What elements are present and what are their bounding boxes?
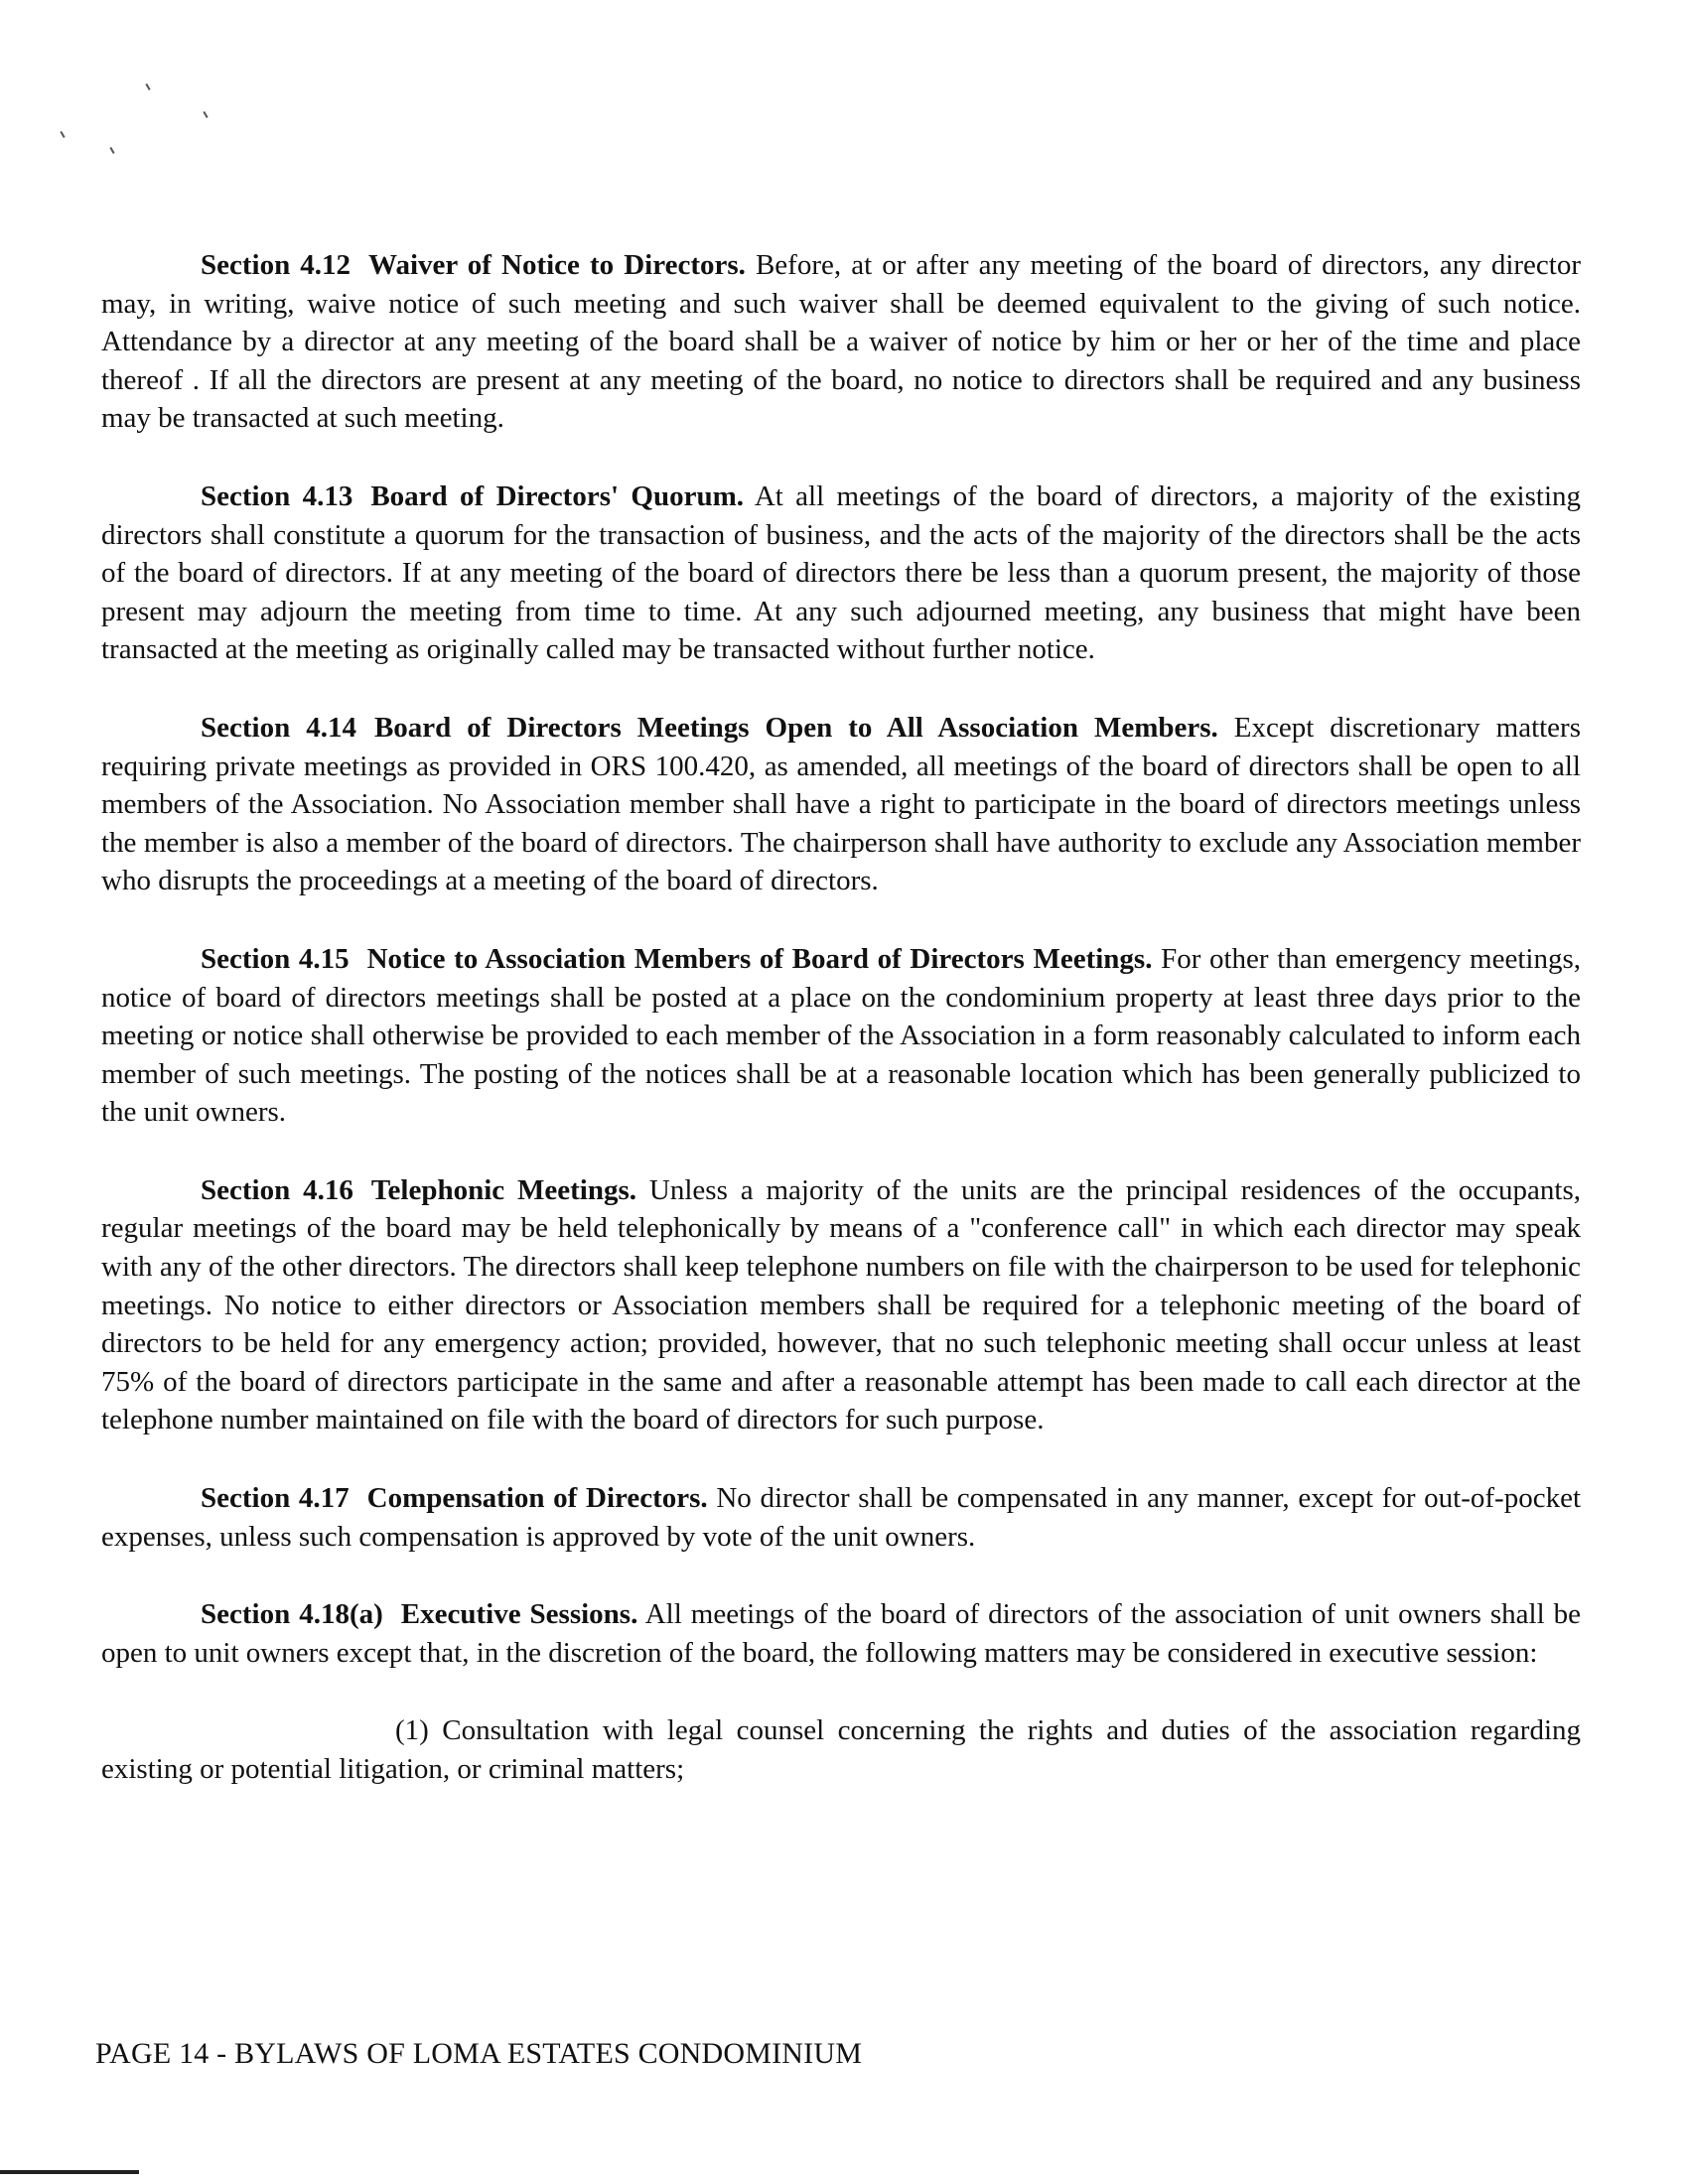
section-title: Board of Directors Meetings Open to All Association Members. [373,711,1218,744]
scan-speck [145,83,150,90]
scan-speck [109,147,114,154]
section-title: Notice to Association Members of Board of Directors Meetings. [366,942,1153,975]
section-body: At all meetings of the board of directors, a majority of the existing directors shall constitute a quorum for the transaction of business, and the acts of the majority of the directors shall be the acts of the board of directors. If at any meeting of the board of directors there be less than a quorum present, the majority of those present may adjourn the meeting from time to time. At any such adjourned meeting, any business that might have been transacted at the meeting as originally called may be transacted without further notice. [101,479,1581,666]
scan-speck [60,131,65,138]
section-body: Unless a majority of the units are the principal residences of the occupants, regular meetings of the board may be held telephonically by means of a "conference call" in which each director may speak with any of the other directors. The directors shall keep telephone numbers on file with the chairperson to be used for telephonic meetings. No notice to either directors or Association members shall be required for a telephonic meeting of the board of directors to be held for any emergency action; provided, however, that no such telephonic meeting shall occur unless at least 75% of the board of directors participate in the same and after a reasonable attempt has been made to call each director at the telephone number maintained on file with the board of directors for such purpose. [101,1173,1582,1436]
section-4-14 [101,709,1581,900]
section-4-12 [101,246,1581,438]
section-title: Compensation of Directors. [366,1482,708,1515]
section-number: Section 4.18(a) [201,1598,383,1631]
page-footer: PAGE 14 - BYLAWS OF LOMA ESTATES CONDOMINIUM [95,2037,863,2070]
section-number: Section 4.16 [201,1173,353,1206]
scan-edge-mark [0,2170,139,2174]
document-body [101,246,1581,1789]
section-4-16 [101,1171,1581,1439]
subitem-1: (1) Consultation with legal counsel concerning the rights and duties of the association regarding existing or potential litigation, or criminal matters; [101,1714,1581,1785]
section-title: Waiver of Notice to Directors. [368,249,746,281]
section-number: Section 4.13 [201,479,353,512]
section-title: Telephonic Meetings. [370,1173,637,1206]
section-number: Section 4.17 [201,1482,350,1515]
section-4-13 [101,478,1581,669]
section-title: Executive Sessions. [400,1598,638,1631]
section-4-17 [101,1479,1581,1556]
section-number: Section 4.12 [201,249,352,281]
scan-speck [203,111,208,118]
section-body: Before, at or after any meeting of the board of directors, any director may, in writing, waive notice of such meeting and such waiver shall be deemed equivalent to the giving of such notice. Attendance by a director at any meeting of the board shall be a waiver of notice by him or her or her of the time and place thereof . If all the directors are present at any meeting of the board, no notice to directors shall be required and any business may be transacted at such meeting. [101,249,1582,435]
section-body: Except discretionary matters requiring private meetings as provided in ORS 100.420, as amended, all meetings of the board of directors shall be open to all members of the Association. No Association member shall have a right to participate in the board of directors meetings unless the member is also a member of the board of directors. The chairperson shall have authority to exclude any Association member who disrupts the proceedings at a meeting of the board of directors. [101,711,1581,897]
section-number: Section 4.15 [201,942,350,975]
section-body: All meetings of the board of directors of the association of unit owners shall be open to unit owners except that, in the discretion of the board, the following matters may be considered in executive session: [101,1598,1582,1669]
section-title: Board of Directors' Quorum. [370,479,745,512]
section-number: Section 4.14 [201,711,356,744]
section-body: No director shall be compensated in any manner, except for out-of-pocket expenses, unless such compensation is approved by vote of the unit owners. [101,1482,1582,1553]
section-4-18a [101,1595,1581,1672]
section-body: For other than emergency meetings, notice of board of directors meetings shall be posted at a place on the condominium property at least three days prior to the meeting or notice shall otherwise be provided to each member of the Association in a form reasonably calculated to inform each member of such meetings. The posting of the notices shall be at a reasonable location which has been generally publicized to the unit owners. [101,942,1582,1129]
section-4-15 [101,940,1581,1132]
